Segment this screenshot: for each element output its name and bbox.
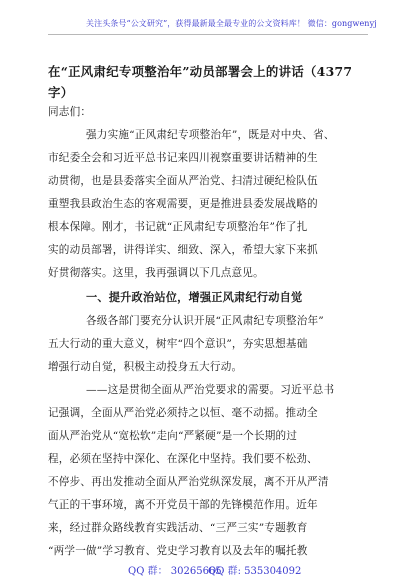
paragraph-line: 记强调，全面从严治党必须持之以恒、毫不动摇。推动全 (48, 407, 318, 419)
paragraph-line: 面从严治党从“宽松软”走向“严紧硬”是一个长期的过 (48, 430, 298, 442)
paragraph-line: 不停步、再出发推动全面从严治党纵深发展，离不开从严清 (48, 476, 329, 488)
paragraph-line: 好贯彻落实。这里，我再强调以下几点意见。 (48, 267, 264, 279)
header-banner: 关注头条号“公文研究”，获得最新最全最专业的公文资料库！ 微信：gongwenyj (86, 19, 377, 28)
footer-qq-group-1: QQ 群： 30265665 (128, 566, 222, 577)
header-divider (48, 34, 368, 35)
paragraph-line: 市纪委全会和习近平总书记来四川视察重要讲话精神的生 (48, 152, 318, 164)
paragraph-line: “两学一做”学习教育、党史学习教育以及去年的嘱托教 (48, 545, 308, 557)
paragraph-line: 根本保障。刚才，书记就“正风肃纪专项整治年”作了扎 (48, 221, 308, 233)
footer-qq-group-2: QQ 群: 535304092 (208, 566, 302, 577)
paragraph-line: 增强行动自觉，积极主动投身五大行动。 (48, 361, 243, 373)
paragraph-line: ——这是贯彻全面从严治党要求的需要。习近平总书 (86, 384, 335, 396)
paragraph-line: 程，必须在坚持中深化、在深化中坚持。我们要不松劲、 (48, 453, 318, 465)
document-title-line-1: 在“正风肃纪专项整治年”动员部署会上的讲话（4377 (48, 64, 353, 79)
paragraph-line: 实的动员部署，讲得详实、细致、深入，希望大家下来抓 (48, 244, 318, 256)
salutation: 同志们： (48, 106, 92, 118)
document-title-line-2: 字） (48, 85, 74, 100)
section-heading: 一、提升政治站位，增强正风肃纪行动自觉 (86, 290, 303, 304)
paragraph-line: 重塑我县政治生态的客观需要，更是推进县委发展战略的 (48, 198, 318, 210)
paragraph-line: 气正的干事环境，离不开党员干部的先锋模范作用。近年 (48, 499, 318, 511)
paragraph-line: 强力实施“正风肃纪专项整治年”，既是对中央、省、 (86, 129, 335, 141)
paragraph-line: 来，经过群众路线教育实践活动、“三严三实”专题教育 (48, 522, 308, 534)
paragraph-line: 各级各部门要充分认识开展“正风肃纪专项整治年” (86, 315, 324, 327)
paragraph-line: 五大行动的重大意义，树牢“四个意识”，夯实思想基础 (48, 338, 308, 350)
paragraph-line: 动贯彻，也是县委落实全面从严治党、扫清过硬纪检队伍 (48, 175, 318, 187)
